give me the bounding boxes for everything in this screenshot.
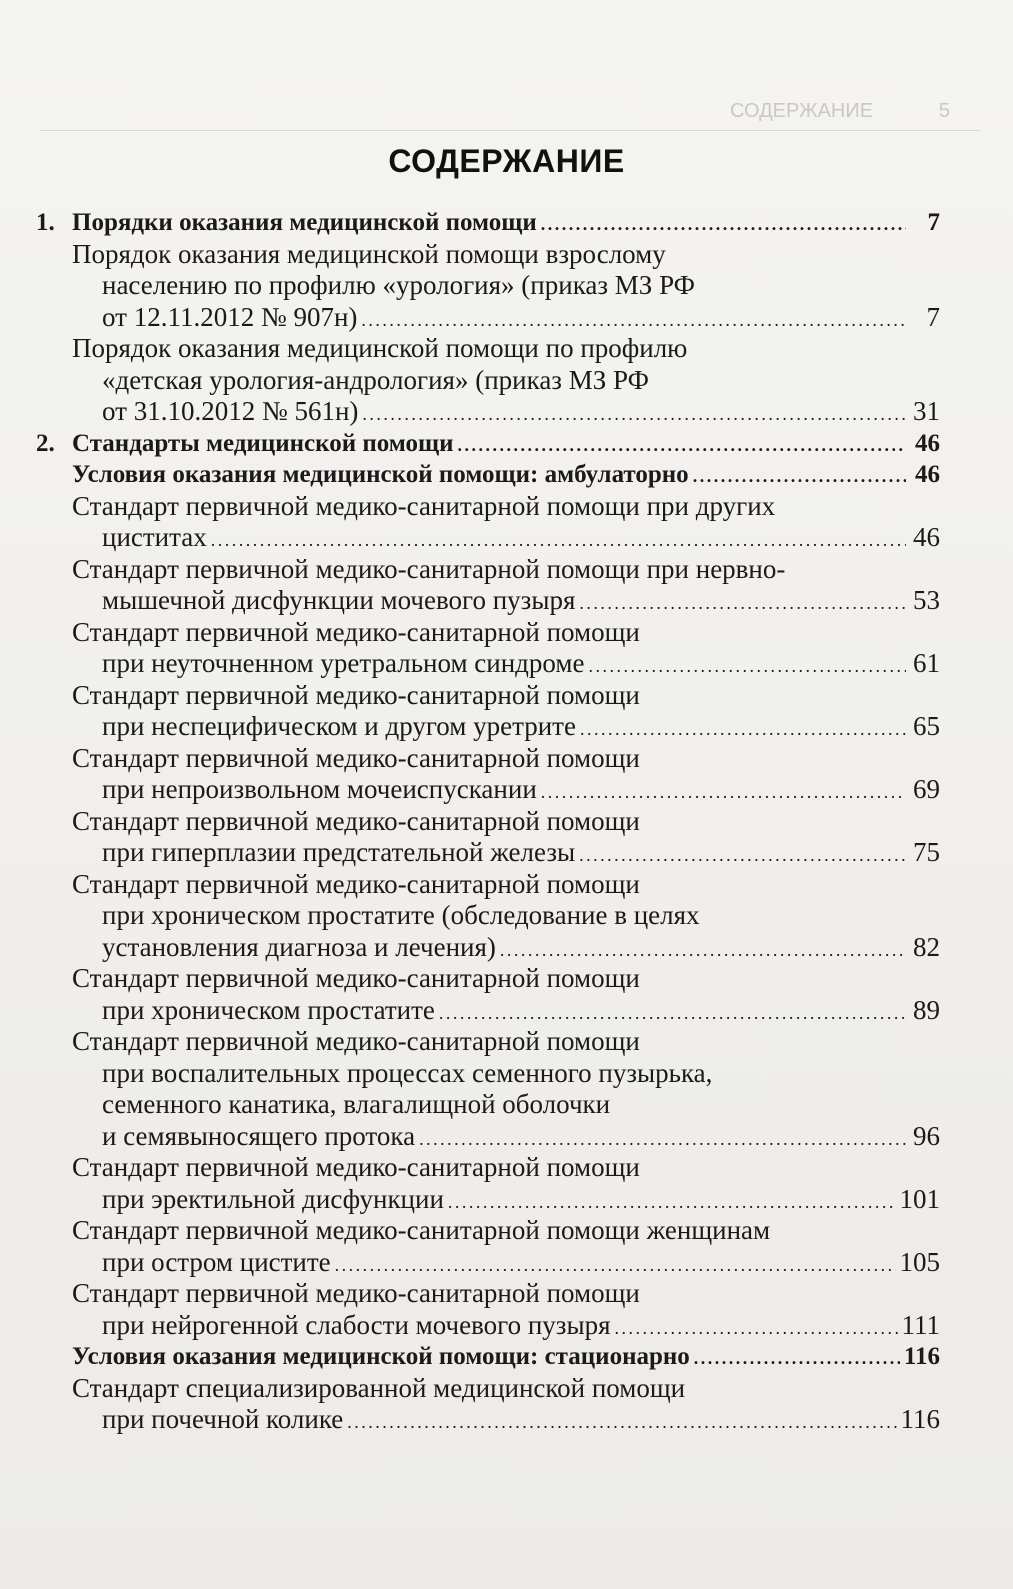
leader-dots	[211, 522, 906, 557]
toc-entry-text: Стандарт первичной медико-санитарной помощи	[72, 805, 640, 836]
toc-subsection[interactable]	[36, 1341, 940, 1373]
toc-item[interactable]	[36, 554, 940, 617]
toc-line	[36, 365, 940, 397]
toc-page-number: 46	[913, 522, 940, 552]
toc-line	[36, 932, 940, 964]
toc-entry-text: Порядок оказания медицинской помощи по профилю	[72, 333, 688, 363]
toc-section-number: 2.	[36, 429, 55, 457]
bleed-through-section: СОДЕРЖАНИЕ	[730, 100, 874, 122]
toc-entry-text: Стандарт первичной медико-санитарной помощи	[72, 1026, 640, 1056]
toc-line	[36, 711, 940, 743]
toc-line	[36, 207, 940, 239]
toc-entry-text: Порядок оказания медицинской помощи взрослому	[72, 238, 666, 269]
leader-dots	[615, 1310, 898, 1345]
toc-page-number: 61	[913, 648, 940, 678]
toc-item[interactable]	[36, 1215, 940, 1278]
bleed-through-rule	[40, 130, 980, 131]
toc-entry-text: при остром цистите	[102, 1246, 331, 1277]
toc-section[interactable]	[36, 428, 940, 460]
leader-dots	[579, 837, 906, 872]
toc-line	[36, 617, 940, 649]
leader-dots	[362, 396, 906, 431]
toc-entry-text: при неспецифическом и другом уретрите	[102, 711, 576, 741]
toc-page-number: 116	[903, 1343, 940, 1370]
toc-item[interactable]	[36, 617, 940, 680]
toc-line	[36, 459, 940, 491]
leader-dots	[693, 459, 906, 493]
toc-page-number: 7	[926, 301, 940, 332]
toc-line	[36, 1058, 940, 1090]
toc-line	[36, 396, 940, 428]
toc-entry-text: при неуточненном уретральном синдроме	[102, 648, 585, 678]
toc-page-number: 31	[913, 396, 940, 426]
toc-entry-text: мышечной дисфункции мочевого пузыря	[102, 585, 576, 615]
toc-line	[36, 837, 940, 869]
toc-line	[36, 743, 940, 775]
toc-line	[36, 1278, 940, 1310]
leader-dots	[500, 932, 906, 967]
toc-item[interactable]	[36, 680, 940, 743]
toc-page-number: 96	[913, 1120, 940, 1151]
toc-entry-text: при гиперплазии предстательной железы	[102, 837, 576, 867]
toc-line	[36, 1247, 940, 1279]
toc-item[interactable]	[36, 1278, 940, 1341]
leader-dots	[458, 428, 906, 462]
toc-line	[36, 774, 940, 806]
toc-entry-text: Стандарт первичной медико-санитарной помощи женщинам	[72, 1215, 771, 1245]
leader-dots	[439, 995, 906, 1030]
toc-line	[36, 1404, 940, 1436]
toc-item[interactable]	[36, 1026, 940, 1152]
leader-dots	[448, 1184, 896, 1219]
toc-entry-text: Стандарт первичной медико-санитарной помощи	[72, 868, 640, 899]
toc-page-number: 65	[913, 711, 940, 741]
leader-dots	[347, 1404, 896, 1439]
toc-item[interactable]	[36, 1373, 940, 1436]
page-title: СОДЕРЖАНИЕ	[388, 143, 625, 179]
toc-line	[36, 963, 940, 995]
toc-line	[36, 1341, 940, 1373]
toc-entry-text: при хроническом простатите	[102, 994, 435, 1025]
toc-entry-text: Стандарт первичной медико-санитарной помощи	[72, 963, 640, 993]
leader-dots	[541, 207, 906, 241]
toc-entry-text: Порядки оказания медицинской помощи	[72, 209, 537, 236]
toc-line	[36, 1184, 940, 1216]
toc-entry-text: Стандарт первичной медико-санитарной помощи при других	[72, 490, 776, 521]
toc-page-number: 7	[927, 209, 940, 236]
leader-dots	[579, 585, 906, 620]
toc-line	[36, 239, 940, 271]
toc-page-number: 69	[913, 774, 940, 804]
toc-line	[36, 995, 940, 1027]
toc-page-number: 53	[913, 585, 940, 615]
toc-line	[36, 1026, 940, 1058]
leader-dots	[588, 648, 906, 683]
toc-line	[36, 554, 940, 586]
toc-entry-text: установления диагноза и лечения)	[102, 931, 496, 962]
table-of-contents	[36, 207, 940, 1436]
toc-subsection[interactable]	[36, 459, 940, 491]
toc-entry-text: при эректильной дисфункции	[102, 1183, 444, 1214]
toc-entry-text: населению по профилю «урология» (приказ МЗ РФ	[102, 270, 695, 300]
toc-entry-text: при нейрогенной слабости мочевого пузыря	[102, 1309, 611, 1340]
toc-page-number: 101	[899, 1183, 940, 1214]
toc-line	[36, 869, 940, 901]
toc-entry-text: Стандарт первичной медико-санитарной помощи	[72, 679, 640, 710]
toc-entry-text: при почечной колике	[102, 1404, 344, 1434]
toc-line	[36, 806, 940, 838]
toc-entry-text: Стандарт первичной медико-санитарной помощи	[72, 616, 640, 647]
toc-item[interactable]	[36, 333, 940, 428]
toc-line	[36, 302, 940, 334]
toc-page-number: 116	[900, 1404, 940, 1434]
toc-page-number: 75	[913, 837, 940, 867]
toc-page-number: 82	[913, 931, 940, 962]
toc-line	[36, 585, 940, 617]
toc-entry-text: при воспалительных процессах семенного пузырька,	[102, 1057, 713, 1088]
toc-entry-text: Стандарт специализированной медицинской помощи	[72, 1372, 686, 1403]
toc-entry-text: Стандарт первичной медико-санитарной помощи	[72, 742, 640, 773]
toc-page-number: 46	[915, 429, 940, 457]
leader-dots	[694, 1341, 900, 1375]
toc-entry-text: «детская урология-андрология» (приказ МЗ РФ	[102, 364, 649, 395]
toc-entry-text: при непроизвольном мочеиспускании	[102, 774, 537, 804]
toc-line	[36, 680, 940, 712]
toc-line	[36, 428, 940, 460]
toc-line	[36, 522, 940, 554]
toc-item[interactable]	[36, 491, 940, 554]
toc-line	[36, 900, 940, 932]
toc-page-number: 89	[913, 994, 940, 1025]
toc-item[interactable]	[36, 963, 940, 1026]
bleed-through-page-number: 5	[938, 100, 950, 122]
toc-page-number: 46	[915, 461, 940, 488]
toc-line	[36, 1152, 940, 1184]
leader-dots	[541, 774, 906, 809]
toc-entry-text: Стандарт первичной медико-санитарной помощи	[72, 1152, 640, 1182]
toc-entry-text: при хроническом простатите (обследование в целях	[102, 900, 700, 930]
toc-entry-text: Стандарт первичной медико-санитарной помощи при нервно-	[72, 553, 786, 584]
toc-item[interactable]	[36, 806, 940, 869]
leader-dots	[361, 302, 906, 337]
leader-dots	[580, 711, 906, 746]
leader-dots	[335, 1247, 896, 1282]
toc-line	[36, 1215, 940, 1247]
toc-line	[36, 1373, 940, 1405]
toc-entry-text: циститах	[102, 522, 207, 552]
toc-line	[36, 270, 940, 302]
toc-item[interactable]	[36, 1152, 940, 1215]
toc-entry-text: семенного канатика, влагалищной оболочки	[102, 1089, 611, 1119]
toc-entry-text: Стандарт первичной медико-санитарной помощи	[72, 1278, 640, 1308]
toc-section[interactable]	[36, 207, 940, 239]
toc-item[interactable]	[36, 239, 940, 334]
toc-item[interactable]	[36, 743, 940, 806]
toc-entry-text: Стандарты медицинской помощи	[72, 429, 454, 457]
toc-line	[36, 648, 940, 680]
toc-entry-text: от 31.10.2012 № 561н)	[102, 396, 359, 426]
toc-page-number: 105	[899, 1246, 940, 1277]
toc-entry-text: Условия оказания медицинской помощи: стационарно	[72, 1343, 690, 1370]
toc-line	[36, 1121, 940, 1153]
toc-item[interactable]	[36, 869, 940, 964]
toc-line	[36, 333, 940, 365]
toc-page-number: 111	[901, 1309, 940, 1340]
toc-section-number: 1.	[36, 209, 55, 236]
toc-line	[36, 1310, 940, 1342]
leader-dots	[419, 1121, 906, 1156]
toc-entry-text: Условия оказания медицинской помощи: амбулаторно	[72, 461, 689, 488]
toc-line	[36, 491, 940, 523]
toc-entry-text: и семявыносящего протока	[102, 1120, 416, 1151]
bleed-through-header	[730, 100, 950, 123]
toc-line	[36, 1089, 940, 1121]
toc-entry-text: от 12.11.2012 № 907н)	[102, 301, 358, 332]
